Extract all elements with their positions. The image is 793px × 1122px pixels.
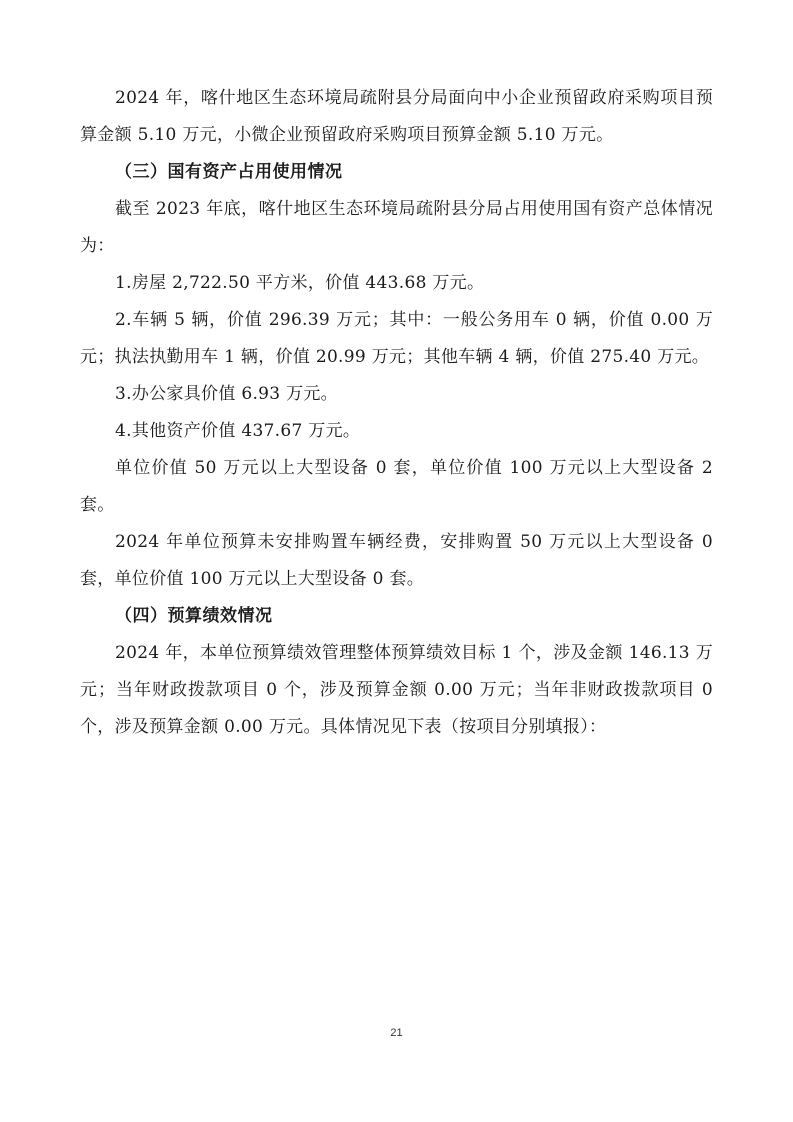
paragraph-performance-goals: 2024 年，本单位预算绩效管理整体预算绩效目标 1 个，涉及金额 146.13 万元；当年财政拨款项目 0 个，涉及预算金额 0.00 万元；当年非财政拨款项目 0 个，涉及预算金额 0.00 万元。具体情况见下表（按项目分别填报）： [80, 643, 713, 737]
paragraph-housing: 1.房屋 2,722.50 平方米，价值 443.68 万元。 [115, 273, 485, 293]
document-body [80, 80, 713, 746]
section-heading-performance: （四）预算绩效情况 [115, 606, 273, 626]
paragraph-procurement-reserve: 2024 年，喀什地区生态环境局疏附县分局面向中小企业预留政府采购项目预算金额 5.10 万元，小微企业预留政府采购项目预算金额 5.10 万元。 [80, 88, 713, 145]
paragraph-vehicles: 2.车辆 5 辆，价值 296.39 万元；其中：一般公务用车 0 辆，价值 0.00 万元；执法执勤用车 1 辆，价值 20.99 万元；其他车辆 4 辆，价值 275.40 万元。 [80, 310, 713, 367]
section-heading-state-assets: （三）国有资产占用使用情况 [115, 162, 343, 182]
paragraph-other-assets: 4.其他资产价值 437.67 万元。 [115, 421, 361, 441]
paragraph-assets-intro: 截至 2023 年底，喀什地区生态环境局疏附县分局占用使用国有资产总体情况为： [80, 199, 713, 256]
paragraph-office-furniture: 3.办公家具价值 6.93 万元。 [115, 384, 338, 404]
paragraph-large-equipment: 单位价值 50 万元以上大型设备 0 套，单位价值 100 万元以上大型设备 2 套。 [80, 458, 713, 515]
page-number: 21 [390, 1027, 403, 1039]
paragraph-purchase-plan: 2024 年单位预算未安排购置车辆经费，安排购置 50 万元以上大型设备 0 套，单位价值 100 万元以上大型设备 0 套。 [80, 532, 713, 589]
